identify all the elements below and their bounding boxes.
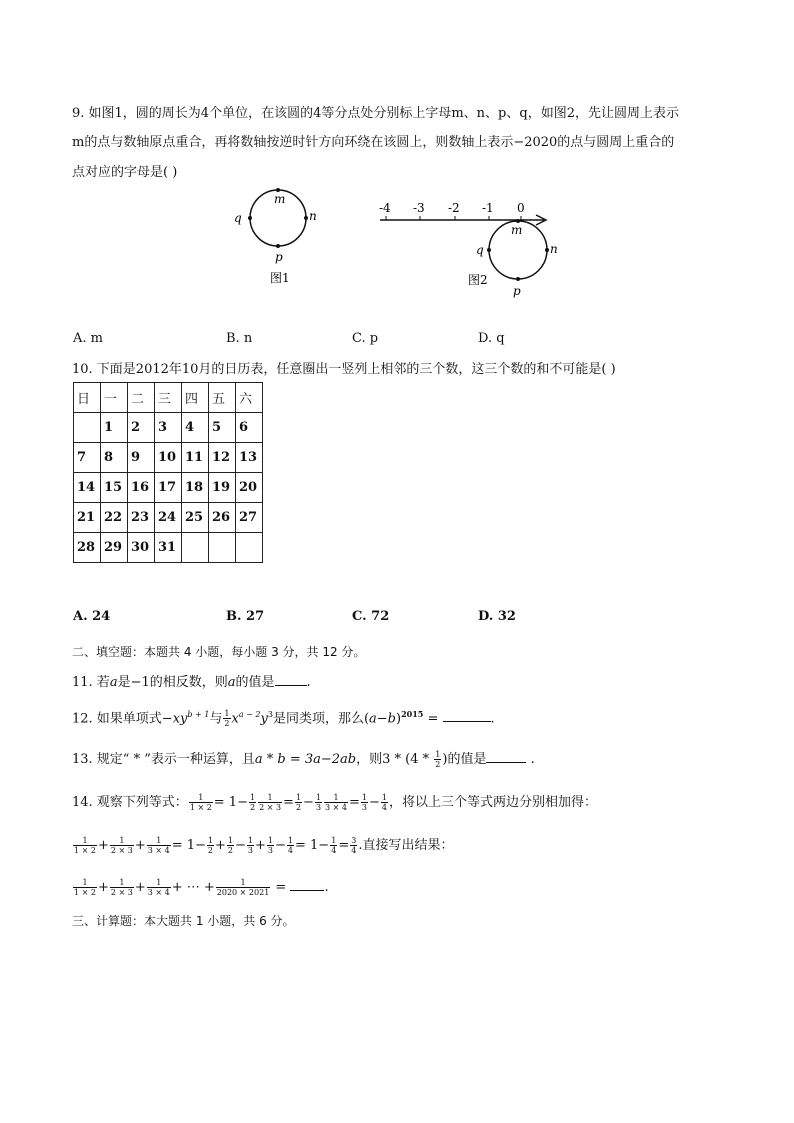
fig2-caption: 图2 [468,273,488,287]
q14-frac-den: 3 [247,846,254,855]
q12-mid: 是同类项，那么( [272,711,370,727]
calendar-header-cell: 六 [236,383,263,413]
q14-frac-den: 3 × 4 [147,888,170,897]
q12-mono-x: x [231,711,239,727]
q14-frac-den: 3 [361,803,368,812]
calendar-cell: 15 [101,473,128,503]
q14-post: ，将以上三个等式两边分别相加得： [389,795,598,810]
q14-frac-den: 2 × 3 [259,803,282,812]
q12-exp1: b + 1 [187,710,210,719]
q14-frac-num: 1 [249,793,256,802]
fig2-tick-neg2: -2 [448,201,460,215]
q14-frac-num: 1 [147,836,171,846]
q14-frac [361,793,368,812]
calendar-cell: 17 [155,473,182,503]
fig2-label-m: m [511,223,523,237]
q13-pre: 13. 规定“ * ”表示一种运算，且 [72,752,255,767]
q9-line1: 9. 如图1，圆的周长为4个单位，在该圆的4等分点处分别标上字母m、n、p、q，如图2，先让圆周上表示 [72,106,679,121]
q14-eq: = [338,838,350,853]
calendar-cell: 31 [155,533,182,563]
section-3-heading: 三、计算题：本大题共 1 小题，共 6 分。 [72,914,295,928]
calendar-header-cell: 四 [182,383,209,413]
q10-stem: 10. 下面是2012年10月的日历表，任意圈出一竖列上相邻的三个数，这三个数的和不可能是( ) [72,362,616,377]
q14-eq: = 1− [213,795,248,810]
q14-frac-num: 1 [315,793,322,802]
q9-line3: 点对应的字母是( ) [72,165,178,180]
q14-answer-blank[interactable] [290,879,324,891]
fig2-tick-neg4: -4 [379,201,391,215]
q14-frac-num: 1 [381,793,388,802]
calendar-cell: 8 [101,443,128,473]
q11-pre: 11. 若 [72,675,110,690]
q12-expr: a−b [369,711,396,727]
q14-frac-den: 2 × 3 [110,888,133,897]
q14-frac-num: 1 [331,836,337,845]
fig2-tick-neg3: -3 [413,201,425,215]
q14-eq: = [271,880,291,895]
calendar-row [74,503,263,533]
q14-frac-den: 1 × 2 [189,803,212,812]
calendar-cell: 12 [209,443,236,473]
calendar-cell: 11 [182,443,209,473]
q11-mid: 是−1的相反数，则 [117,675,228,690]
q14-frac-num: 1 [207,836,214,845]
fig1-label-n: n [309,209,317,223]
q12-pre: 12. 如果单项式− [72,711,173,727]
q12-close: ) [396,711,402,727]
calendar-cell: 30 [128,533,155,563]
q14-frac-den: 3 × 4 [325,803,348,812]
q12-mono-xy: xy [172,711,188,727]
calendar-cell: 27 [236,503,263,533]
q14-frac [324,793,348,812]
calendar-header-cell: 一 [101,383,128,413]
calendar-cell: 21 [74,503,101,533]
calendar-cell: 14 [74,473,101,503]
q14-frac-num: 1 [147,878,171,888]
q14-frac-den: 2020 × 2021 [216,888,270,897]
q14-frac [73,836,97,855]
fig2-label-n: n [550,242,558,256]
q14-frac [110,836,134,855]
q10-option-d[interactable]: D. 32 [478,609,516,624]
q14-frac-den: 3 × 4 [147,846,170,855]
calendar-cell: 9 [128,443,155,473]
calendar-header-cell: 三 [155,383,182,413]
calendar-cell: 5 [209,413,236,443]
q14-frac [315,793,322,812]
q12-exp3: 3 [267,710,273,719]
calendar-cell: 28 [74,533,101,563]
fig2-tick-neg1: -1 [482,201,494,215]
q14-frac-den: 4 [331,846,337,855]
calendar-cell: 26 [209,503,236,533]
q12-mono-y: y [260,711,268,727]
q13-frac-num: 1 [435,750,441,759]
q14-frac [249,793,256,812]
calendar-row [74,473,263,503]
calendar-cell [209,533,236,563]
q14-frac-num: 1 [258,793,282,803]
q11-var-a: a [109,675,118,690]
calendar-cell [74,413,101,443]
q14-frac [350,836,357,855]
calendar-cell: 19 [209,473,236,503]
q14-frac [110,878,134,897]
calendar-row [74,443,263,473]
q9-option-b[interactable]: B. n [226,331,253,346]
calendar-cell: 6 [236,413,263,443]
q11-post: 的值是 [235,675,275,690]
q14-frac-num: 1 [189,793,213,803]
q14-frac-num: 1 [227,836,234,845]
q14-frac-den: 1 × 2 [74,846,96,855]
q14-frac [267,836,274,855]
q14-frac-den: 3 [267,846,274,855]
q11-var-a2: a [227,675,236,690]
q12-exp2: a − 2 [238,710,261,719]
q13-frac-den: 2 [435,760,441,769]
calendar-cell: 20 [236,473,263,503]
q14-frac-num: 1 [324,793,348,803]
q14-eq: = 1− [171,838,206,853]
q14-line1: 14. 观察下列等式： $\frac{1}{1 \times 2}$ = 1− $\frac{1}{2}$ $\frac{1}{2 \times 3}$ = $\frac{1}{2}$ − $\frac{1}{3}$ $\frac{1}{3 \times 4}$ = $\frac{1}{3}$ − $\frac{1}{4}$ ，将以上三个等式两边分别相加得： [72,793,598,812]
q12-exp4: 2015 [401,709,424,719]
calendar-cell: 23 [128,503,155,533]
figure-2 [372,196,572,306]
fig1-caption: 图1 [270,271,290,285]
q11: 11. 若a是−1的相反数，则a的值是 . [72,675,311,690]
calendar-cell: 18 [182,473,209,503]
q14-frac [216,878,271,897]
q9-option-d[interactable]: D. q [478,331,505,346]
q14-eq: = 1− [295,838,330,853]
q14-eq: = [349,795,360,810]
q14-frac [330,836,337,855]
q14-frac-den: 3 [315,803,322,812]
calendar-header-row [74,383,263,413]
q14-frac-num: 1 [361,793,368,802]
q14-frac-num: 3 [351,836,357,845]
calendar-cell: 2 [128,413,155,443]
calendar-cell: 1 [101,413,128,443]
q14-frac [189,793,213,812]
q14-frac-num: 1 [110,878,134,888]
q14-frac [73,878,97,897]
calendar-row [74,413,263,443]
q14-frac [227,836,234,855]
q14-frac-num: 1 [267,836,274,845]
q11-answer-blank[interactable] [275,674,307,686]
q13: 13. 规定“ * ”表示一种运算，且a * b = 3a−2ab，则3 * (4 * $\frac{1}{2}$ )的值是 . [72,750,535,769]
q14-frac-den: 1 × 2 [74,888,96,897]
calendar-table [73,382,263,563]
q9-option-c[interactable]: C. p [352,331,379,346]
q9-option-a[interactable]: A. m [73,331,103,346]
q13-mid: ，则3 * (4 * [356,752,434,767]
calendar-header-cell: 五 [209,383,236,413]
q10-option-b[interactable]: B. 27 [226,609,265,624]
q14-eq: = [283,795,294,810]
calendar-cell: 16 [128,473,155,503]
q13-answer-blank[interactable] [486,751,526,763]
q12-eq: = [423,711,443,727]
calendar-cell: 24 [155,503,182,533]
calendar-cell [236,533,263,563]
calendar-header-cell: 日 [74,383,101,413]
calendar-cell: 25 [182,503,209,533]
q10-option-c[interactable]: C. 72 [352,609,390,624]
q10-option-a[interactable]: A. 24 [73,609,111,624]
q12-frac-den: 2 [224,719,230,729]
q14-frac-den: 2 × 3 [110,846,133,855]
q14-frac-num: 1 [110,836,134,846]
calendar-row [74,533,263,563]
figure-1 [225,185,325,290]
q14-frac [287,836,294,855]
q9-line2: m的点与数轴原点重合，再将数轴按逆时针方向环绕在该圆上，则数轴上表示−2020的点与圆周上重合的 [72,135,675,150]
q14-frac-den: 4 [381,803,388,812]
calendar-cell [182,533,209,563]
q14-frac-num: 1 [73,836,97,846]
q12: 12. 如果单项式$-xy^{b + 1}$与 $\frac{1}{2}$ $x^{a - 2}y^3$是同类项，那么$(a-b)^{2015}$ = . [72,709,495,729]
fig2-label-p: p [513,284,521,298]
fig1-label-m: m [274,192,286,206]
q14-frac-num: 1 [247,836,254,845]
q14-frac-den: 2 [295,803,302,812]
q14-frac [258,793,282,812]
q14-frac [207,836,214,855]
q13-post: )的值是 [442,752,487,767]
section-2-heading: 二、填空题：本题共 4 小题，每小题 3 分，共 12 分。 [72,645,366,659]
calendar-cell: 7 [74,443,101,473]
q14-frac-num: 1 [295,793,302,802]
fig2-tick-zero: 0 [517,201,525,215]
calendar-header-cell: 二 [128,383,155,413]
calendar-cell: 3 [155,413,182,443]
q12-fraction [223,709,230,728]
q12-answer-blank[interactable] [443,710,491,722]
q14-line2: $\frac{1}{1 \times 2}$ + $\frac{1}{2 \times 3}$ + $\frac{1}{3 \times 4}$ = 1− $\frac{1}{2}$ + $\frac{1}{2}$ − $\frac{1}{3}$ + $\frac{1}{3}$ − $\frac{1}{4}$ = 1− $\frac{1}{4}$ = $\frac{3}{4}$ .直接写出结果： [74,836,454,855]
q14-line3: $\frac{1}{1 \times 2}$ + $\frac{1}{2 \times 3}$ + $\frac{1}{3 \times 4}$ + ⋯ + $\frac{1}{2020 \times 2021}$ = . [74,878,329,897]
q12-with: 与 [209,711,223,727]
q14-line2-post: .直接写出结果： [358,838,454,853]
q14-frac [381,793,388,812]
calendar-cell: 13 [236,443,263,473]
fig1-label-q: q [234,211,242,225]
q14-frac-num: 1 [216,878,271,888]
q14-frac [247,836,254,855]
q14-frac-den: 2 [249,803,256,812]
q14-frac-den: 2 [207,846,214,855]
q14-frac-den: 2 [227,846,234,855]
fig1-label-p: p [275,250,283,264]
q14-dots: + ⋯ + [171,880,215,895]
q14-frac [147,836,171,855]
calendar-cell: 22 [101,503,128,533]
q13-definition: a * b = 3a−2ab [254,752,357,767]
q14-frac-num: 1 [73,878,97,888]
q12-frac-num: 1 [224,709,230,719]
q14-frac-num: 1 [287,836,294,845]
fig2-label-q: q [476,243,484,257]
q14-frac-den: 4 [351,846,357,855]
calendar-cell: 4 [182,413,209,443]
calendar-cell: 29 [101,533,128,563]
q13-fraction [434,750,441,769]
q14-frac [147,878,171,897]
q14-frac-den: 4 [287,846,294,855]
calendar-cell: 10 [155,443,182,473]
q14-pre: 14. 观察下列等式： [72,795,188,810]
q14-frac [295,793,302,812]
